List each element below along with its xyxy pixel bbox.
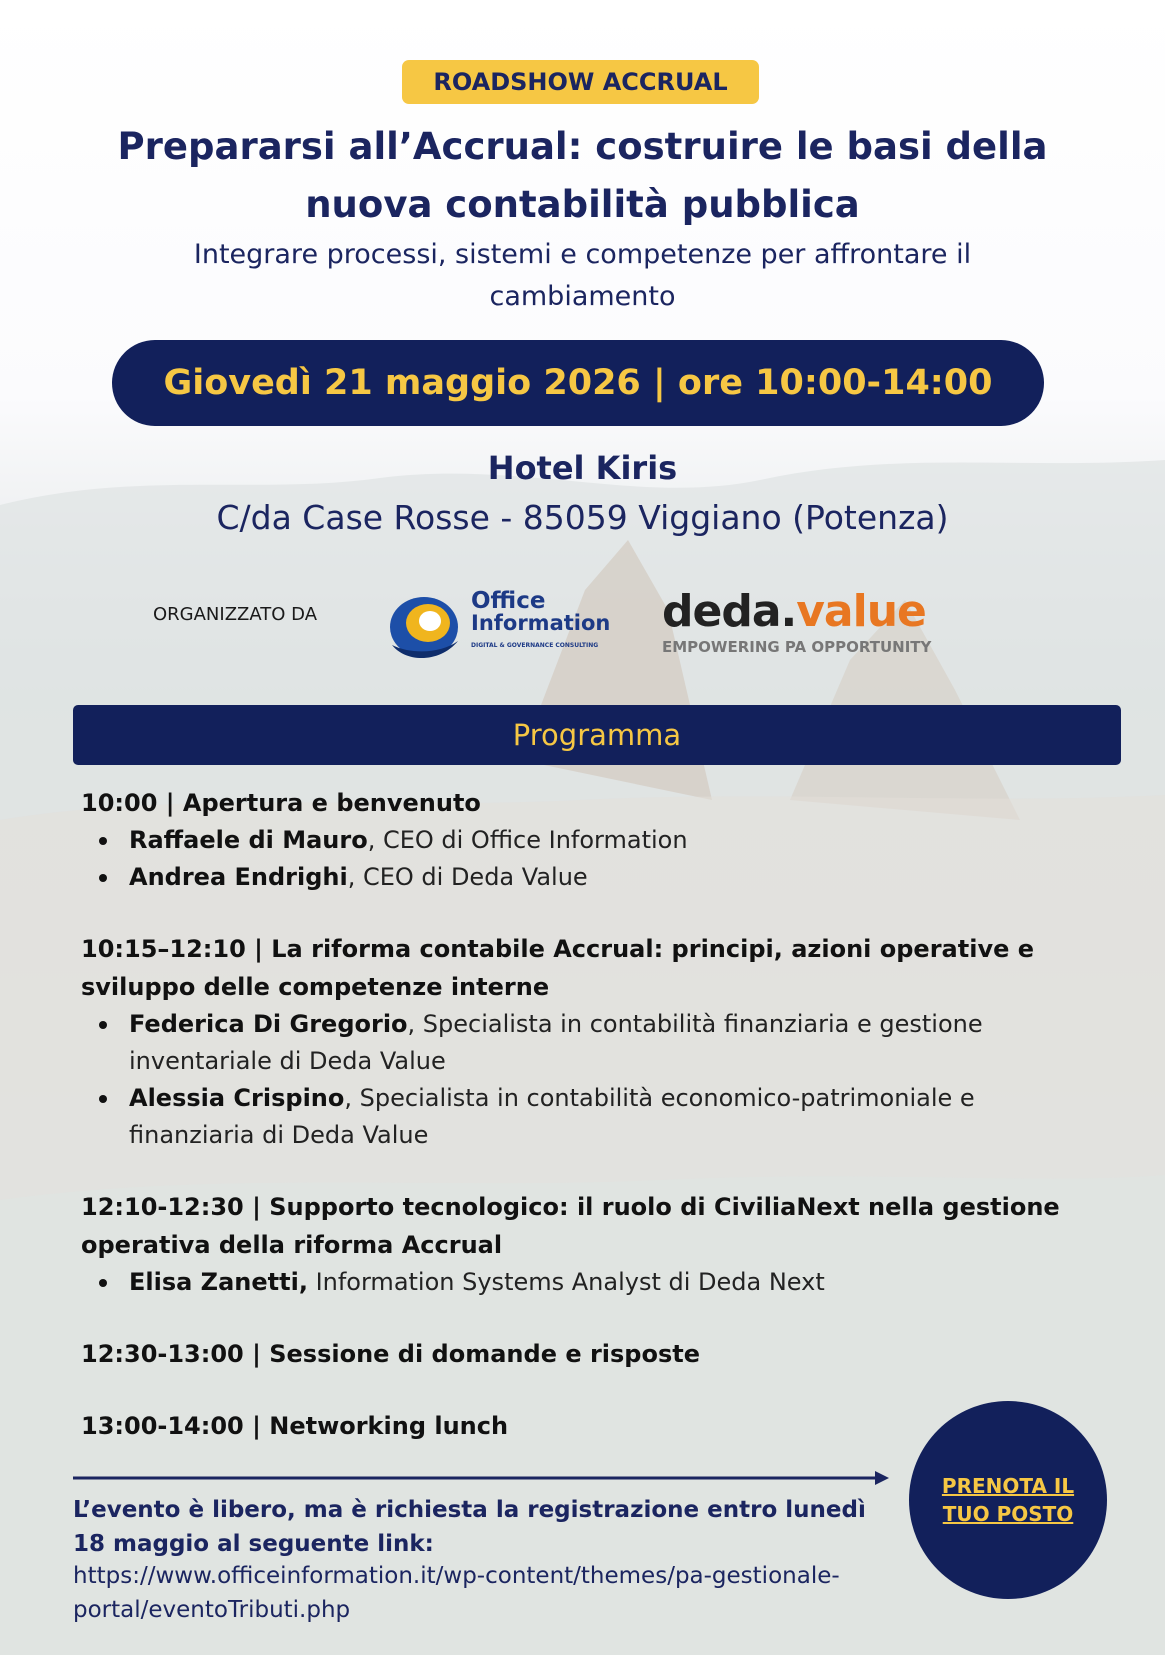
subtitle: Integrare processi, sistemi e competenze per affrontare il cambiamento: [193, 239, 972, 312]
speaker-role: , CEO di Office Information: [367, 826, 688, 854]
venue-name: Hotel Kiris: [487, 449, 678, 487]
slot-heading: 10:15–12:10 | La riforma contabile Accrual: principi, azioni operative e sviluppo delle competenze interne: [81, 935, 1034, 1001]
deda-logo-part2: value: [796, 586, 926, 637]
date-time-banner: Giovedì 21 maggio 2026 | ore 10:00-14:00: [112, 340, 1044, 426]
speaker-name: Elisa Zanetti,: [129, 1268, 308, 1296]
deda-logo-part1: deda.: [662, 586, 797, 637]
slot-heading: 12:10-12:30 | Supporto tecnologico: il ruolo di CiviliaNext nella gestione operativa della riforma Accrual: [81, 1193, 1060, 1259]
speaker-role: Information Systems Analyst di Deda Next: [307, 1268, 825, 1296]
organizers-label: ORGANIZZATO DA: [153, 604, 318, 625]
speaker-name: Raffaele di Mauro: [129, 826, 368, 854]
speaker-role: , Specialista in contabilità finanziaria e gestione inventariale di Deda Value: [129, 1010, 983, 1075]
speaker-role: , CEO di Deda Value: [347, 863, 588, 891]
program-slot: [81, 1188, 1101, 1301]
office-information-logo: [384, 580, 614, 670]
slot-heading: 12:30-13:00 | Sessione di domande e risposte: [81, 1340, 701, 1368]
speaker-name: Andrea Endrighi: [129, 863, 348, 891]
arrow-right-icon: [73, 1468, 893, 1488]
program-heading: Programma: [73, 705, 1121, 765]
office-information-tagline: DIGITAL & GOVERNANCE CONSULTING: [471, 642, 599, 649]
speaker-name: Federica Di Gregorio: [129, 1010, 408, 1038]
book-seat-label: PRENOTA IL TUO POSTO: [941, 1474, 1075, 1526]
slot-heading: 13:00-14:00 | Networking lunch: [81, 1412, 509, 1440]
speaker-role: , Specialista in contabilità economico-patrimoniale e finanziaria di Deda Value: [129, 1084, 975, 1149]
office-information-swirl-icon: [384, 583, 468, 667]
page-title: Prepararsi all’Accrual: costruire le basi della nuova contabilità pubblica: [117, 125, 1048, 226]
deda-value-logo: [662, 586, 932, 658]
registration-link[interactable]: https://www.officeinformation.it/wp-content/themes/pa-gestionale-portal/eventoTributi.php: [73, 1563, 840, 1623]
office-information-logo-line1: Office: [471, 588, 546, 614]
speaker-item: [81, 822, 1101, 859]
speaker-item: [81, 859, 1101, 896]
office-information-logo-line2: Information: [471, 611, 611, 635]
registration-note: L’evento è libero, ma è richiesta la registrazione entro lunedì 18 maggio al seguente link:: [73, 1497, 866, 1557]
book-seat-button[interactable]: [909, 1401, 1107, 1599]
speaker-item: [81, 1264, 1101, 1301]
speaker-list: [81, 1264, 1101, 1301]
program-slot: [81, 784, 1101, 896]
speaker-item: [81, 1080, 1101, 1154]
slot-heading: 10:00 | Apertura e benvenuto: [81, 789, 481, 817]
speaker-item: [81, 1006, 1101, 1080]
speaker-list: [81, 822, 1101, 896]
venue-address: C/da Case Rosse - 85059 Viggiano (Potenza): [216, 498, 949, 537]
program-slot: [81, 930, 1101, 1154]
speaker-list: [81, 1006, 1101, 1154]
program-slot: [81, 1335, 1101, 1373]
program-list: [81, 784, 1101, 1479]
deda-value-tagline: EMPOWERING PA OPPORTUNITY: [662, 638, 932, 656]
speaker-name: Alessia Crispino: [129, 1084, 345, 1112]
event-tag: ROADSHOW ACCRUAL: [402, 60, 759, 104]
